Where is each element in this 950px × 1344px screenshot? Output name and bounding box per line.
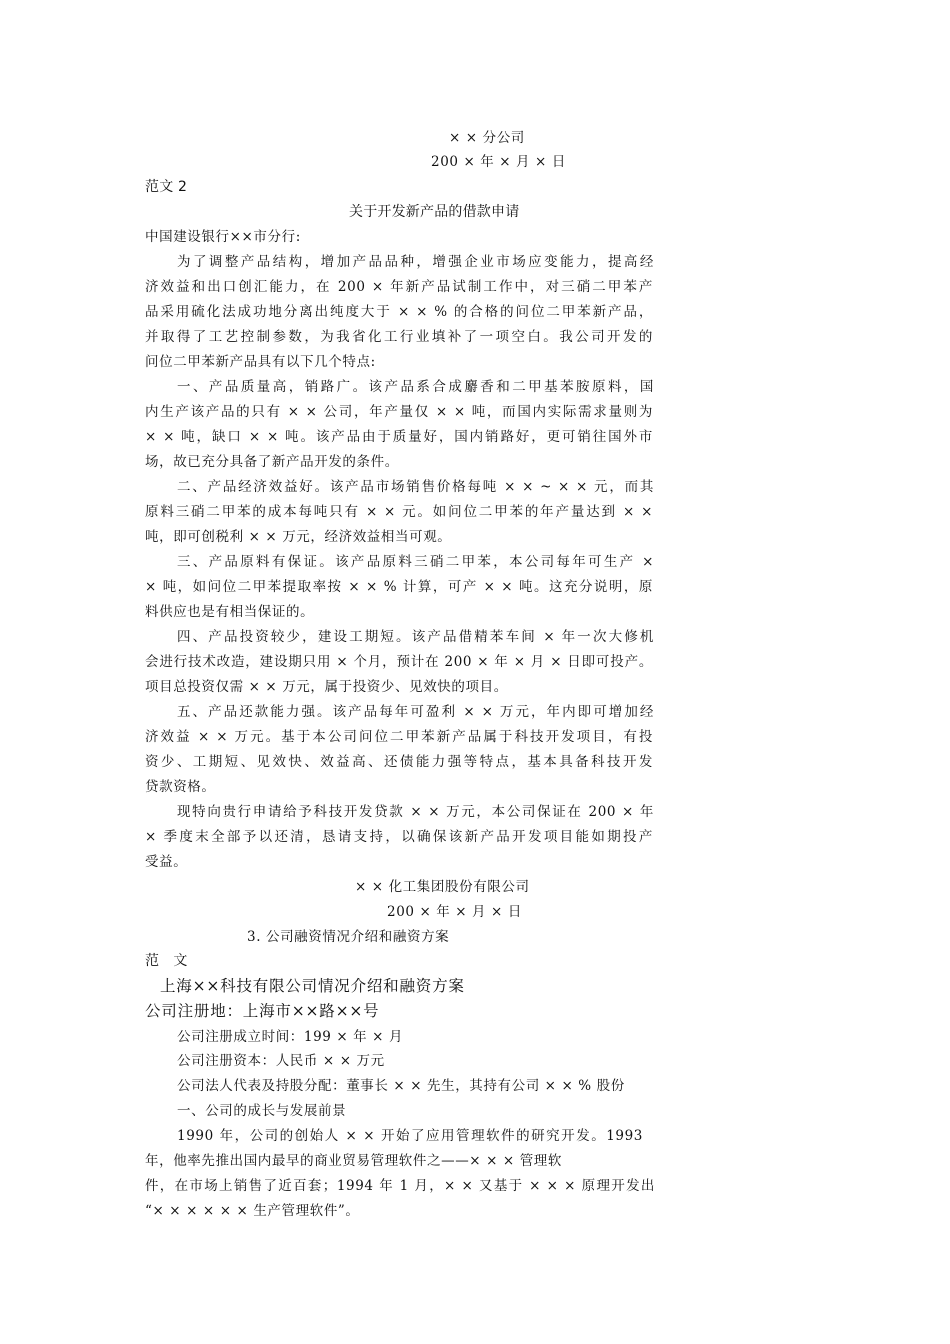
signer-date: 200 × 年 × 月 × 日 <box>387 904 522 920</box>
body-line: 会进行技术改造，建设期只用 × 个月，预计在 200 × 年 × 月 × 日即可投产。 <box>145 654 653 670</box>
body-line: 五、产品还款能力强。该产品每年可盈利 × × 万元，年内即可增加经 <box>177 704 654 720</box>
info-line: 公司注册资本：人民币 × × 万元 <box>177 1053 385 1069</box>
body-line: × 吨，如问位二甲苯提取率按 × × % 计算，可产 × × 吨。这充分说明，原 <box>145 579 653 595</box>
body-line: 三、产品原料有保证。该产品原料三硝二甲苯，本公司每年可生产 × <box>177 554 654 570</box>
info-line: 1990 年，公司的创始人 × × 开始了应用管理软件的研究开发。1993 <box>177 1128 643 1144</box>
section-heading: 范 文 <box>145 953 188 969</box>
body-line: 为了调整产品结构，增加产品品种，增强企业市场应变能力，提高经 <box>177 254 654 270</box>
body-line: 并取得了工艺控制参数，为我省化工行业填补了一项空白。我公司开发的 <box>145 329 653 345</box>
body-line: 贷款资格。 <box>145 779 216 795</box>
registered-address: 公司注册地：上海市××路××号 <box>145 1002 380 1020</box>
body-line: 受益。 <box>145 854 188 870</box>
body-line: 四、产品投资较少，建设工期短。该产品借精苯车间 × 年一次大修机 <box>177 629 654 645</box>
top-signature-date: 200 × 年 × 月 × 日 <box>431 154 566 170</box>
info-line: “× × × × × × 生产管理软件”。 <box>145 1203 360 1219</box>
section-title: 3. 公司融资情况介绍和融资方案 <box>247 929 450 945</box>
body-line: 一、产品质量高，销路广。该产品系合成麝香和二甲基苯胺原料，国 <box>177 379 654 395</box>
info-line: 件，在市场上销售了近百套；1994 年 1 月，× × 又基于 × × × 原理开发出 <box>145 1178 655 1194</box>
body-line: 济效益 × × 万元。基于本公司问位二甲苯新产品属于科技开发项目，有投 <box>145 729 653 745</box>
salutation: 中国建设银行××市分行: <box>145 229 301 245</box>
body-line: 料供应也是有相当保证的。 <box>145 604 315 620</box>
top-signature-company: × × 分公司 <box>449 130 525 146</box>
document-title: 上海××科技有限公司情况介绍和融资方案 <box>160 977 465 995</box>
info-line: 一、公司的成长与发展前景 <box>177 1103 347 1119</box>
body-line: 内生产该产品的只有 × × 公司，年产量仅 × × 吨，而国内实际需求量则为 <box>145 404 653 420</box>
signer-company: × × 化工集团股份有限公司 <box>355 879 530 895</box>
body-line: 吨，即可创税利 × × 万元，经济效益相当可观。 <box>145 529 452 545</box>
body-line: 济效益和出口创汇能力，在 200 × 年新产品试制工作中，对三硝二甲苯产 <box>145 279 653 295</box>
sample-heading: 范文 2 <box>145 179 188 195</box>
body-line: 资少、工期短、见效快、效益高、还债能力强等特点，基本具备科技开发 <box>145 754 653 770</box>
body-line: 品采用硫化法成功地分离出纯度大于 × × % 的合格的问位二甲苯新产品， <box>145 304 653 320</box>
body-line: 问位二甲苯新产品具有以下几个特点: <box>145 354 376 370</box>
body-line: 场，故已充分具备了新产品开发的条件。 <box>145 454 399 470</box>
body-line: 现特向贵行申请给予科技开发贷款 × × 万元，本公司保证在 200 × 年 <box>177 804 654 820</box>
info-line: 年，他率先推出国内最早的商业贸易管理软件之——× × × 管理软 <box>145 1153 563 1169</box>
body-line: 原料三硝二甲苯的成本每吨只有 × × 元。如问位二甲苯的年产量达到 × × <box>145 504 653 520</box>
body-line: 项目总投资仅需 × × 万元，属于投资少、见效快的项目。 <box>145 679 508 695</box>
info-line: 公司法人代表及持股分配：董事长 × × 先生，其持有公司 × × % 股份 <box>177 1078 625 1094</box>
body-line: 二、产品经济效益好。该产品市场销售价格每吨 × × ~ × × 元，而其 <box>177 479 654 495</box>
body-line: × × 吨，缺口 × × 吨。该产品由于质量好，国内销路好，更可销往国外市 <box>145 429 653 445</box>
info-line: 公司注册成立时间：199 × 年 × 月 <box>177 1029 404 1045</box>
body-line: × 季度末全部予以还清，恳请支持，以确保该新产品开发项目能如期投产 <box>145 829 653 845</box>
application-title: 关于开发新产品的借款申请 <box>349 204 520 220</box>
